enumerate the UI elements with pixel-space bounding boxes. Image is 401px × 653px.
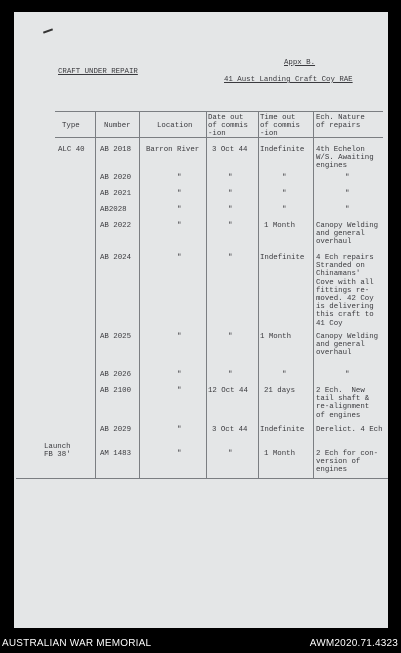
cell-number: AB 2025 (100, 333, 132, 341)
cell-date: " (228, 450, 233, 458)
cell-time: 1 Month (264, 222, 296, 230)
cell-location: " (177, 190, 182, 198)
table-top-rule (55, 111, 383, 112)
cell-date: " (228, 371, 233, 379)
cell-nature: 2 Ech for con- version of engines (316, 450, 379, 475)
col-header-type: Type (62, 122, 80, 130)
cell-time: 1 Month (260, 333, 292, 341)
cell-time: 1 Month (264, 450, 296, 458)
cell-location: " (177, 450, 182, 458)
cell-time: " (282, 371, 287, 379)
col-header-number: Number (104, 122, 131, 130)
cell-number: AM 1483 (100, 450, 132, 458)
cell-type: Launch FB 38' (44, 443, 71, 460)
unit-name: 41 Aust Landing Craft Coy RAE (224, 76, 353, 84)
cell-number: AB 2026 (100, 371, 132, 379)
document-page (14, 12, 388, 628)
cell-nature: " (345, 371, 350, 379)
cell-location: " (177, 333, 182, 341)
cell-number: AB 2021 (100, 190, 132, 198)
cell-nature: 2 Ech. New tail shaft & re-alignment of engines (316, 387, 370, 420)
cell-time: " (282, 206, 287, 214)
cell-number: AB 2029 (100, 426, 132, 434)
cell-date: 3 Oct 44 (212, 146, 248, 154)
table-bottom-rule (16, 478, 388, 479)
cell-nature: Canopy Welding and general overhaul (316, 222, 379, 247)
column-divider (95, 111, 96, 478)
column-divider (313, 111, 314, 478)
cell-date: " (228, 222, 233, 230)
cell-number: AB 2022 (100, 222, 132, 230)
col-header-location: Location (157, 122, 193, 130)
cell-time: " (282, 174, 287, 182)
cell-date: " (228, 254, 233, 262)
cell-location: " (177, 222, 182, 230)
footer-institution: AUSTRALIAN WAR MEMORIAL (2, 638, 152, 649)
cell-location: " (177, 426, 182, 434)
cell-time: 21 days (264, 387, 296, 395)
cell-location: " (177, 371, 182, 379)
document-title: CRAFT UNDER REPAIR (58, 68, 138, 76)
cell-date: 3 Oct 44 (212, 426, 248, 434)
cell-number: AB 2024 (100, 254, 132, 262)
cell-number: AB 2018 (100, 146, 132, 154)
footer-accession-number: AWM2020.71.4323 (309, 638, 398, 649)
cell-date: " (228, 206, 233, 214)
cell-nature: Canopy Welding and general overhaul (316, 333, 379, 358)
cell-nature: " (345, 174, 350, 182)
cell-nature: " (345, 190, 350, 198)
column-divider (139, 111, 140, 478)
cell-time: Indefinite (260, 146, 305, 154)
col-header-time-out: Time out of commis -ion (260, 114, 300, 139)
cell-date: " (228, 190, 233, 198)
cell-location: " (177, 254, 182, 262)
cell-number: AB 2020 (100, 174, 132, 182)
appendix-label: Appx B. (284, 59, 316, 67)
cell-location: " (177, 174, 182, 182)
cell-nature: Derelict. 4 Ech (316, 426, 383, 434)
cell-date: " (228, 333, 233, 341)
cell-type: ALC 40 (58, 146, 85, 154)
cell-time: Indefinite (260, 426, 305, 434)
cell-location: " (177, 387, 182, 395)
cell-time: " (282, 190, 287, 198)
cell-nature: 4th Echelon W/S. Awaiting engines (316, 146, 374, 171)
col-header-nature: Ech. Nature of repairs (316, 114, 365, 131)
cell-location: Barron River (146, 146, 200, 154)
cell-nature: " (345, 206, 350, 214)
column-divider (206, 111, 207, 478)
column-divider (258, 111, 259, 478)
cell-location: " (177, 206, 182, 214)
cell-date: 12 Oct 44 (208, 387, 248, 395)
cell-number: AB2028 (100, 206, 127, 214)
cell-date: " (228, 174, 233, 182)
cell-time: Indefinite (260, 254, 305, 262)
cell-nature: 4 Ech repairs Stranded on Chinamans' Cove with all fittings re- moved. 42 Coy is delivering this craft to 41 Coy (316, 254, 374, 328)
col-header-date-out: Date out of commis -ion (208, 114, 248, 139)
cell-number: AB 2100 (100, 387, 132, 395)
pen-mark (43, 28, 53, 33)
